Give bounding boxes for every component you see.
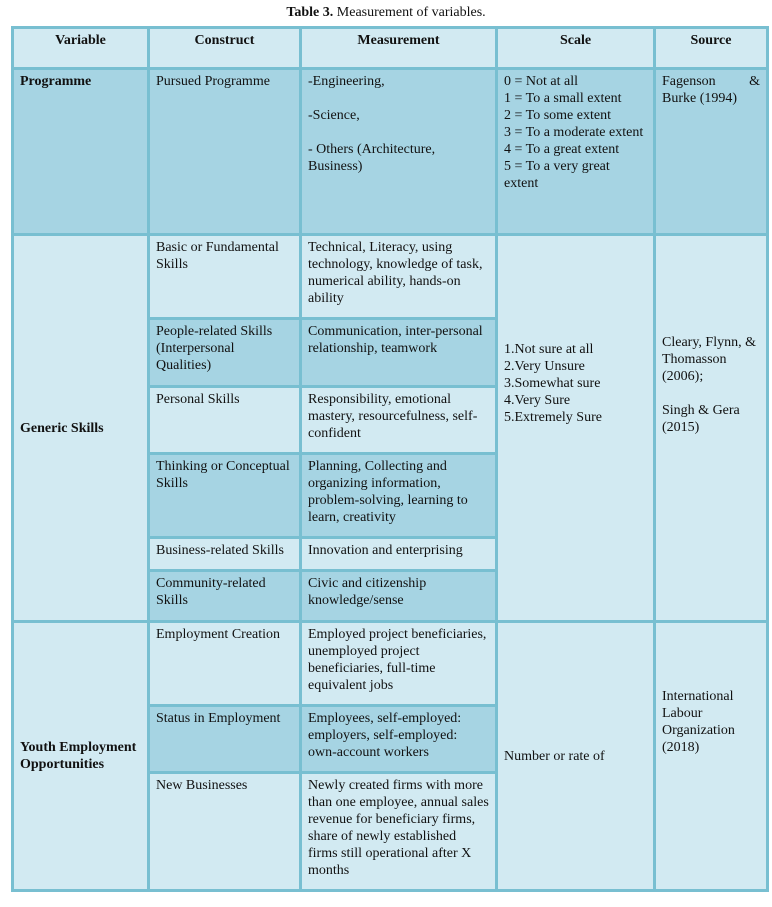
construct-cell: Basic or Fundamental Skills <box>149 235 301 319</box>
scale-cell: Number or rate of <box>497 622 655 891</box>
caption-label: Table 3. <box>286 5 334 20</box>
measurement-cell: Planning, Collecting and organizing information, problem-solving, learning to learn, creativity <box>301 454 497 538</box>
scale-item: 4 = To a great extent <box>504 142 620 157</box>
measurement-cell: Innovation and enterprising <box>301 538 497 571</box>
variable-cell: Generic Skills <box>13 235 149 622</box>
measurement-cell: Technical, Literacy, using technology, knowledge of task, numerical ability, hands-on ability <box>301 235 497 319</box>
header-construct: Construct <box>149 28 301 69</box>
source-cell: International Labour Organization (2018) <box>655 622 768 891</box>
scale-item: 2 = To some extent <box>504 108 611 123</box>
caption-text: Measurement of variables. <box>333 5 486 20</box>
construct-cell: Community-related Skills <box>149 571 301 622</box>
header-row <box>13 28 768 69</box>
scale-item: 4.Very Sure <box>504 393 571 408</box>
scale-item: 5.Extremely Sure <box>504 410 602 425</box>
scale-item: 1.Not sure at all <box>504 342 594 357</box>
variable-cell: Programme <box>13 69 149 235</box>
header-source: Source <box>655 28 768 69</box>
source-text: & <box>749 74 760 89</box>
construct-cell: Employment Creation <box>149 622 301 706</box>
scale-item: 5 = To a very great extent <box>504 159 610 191</box>
scale-item: 0 = Not at all <box>504 74 578 89</box>
scale-cell <box>497 69 655 235</box>
table-row <box>13 235 768 319</box>
source-cell <box>655 69 768 235</box>
measurement-item: -Science, <box>308 108 360 123</box>
source-text: Singh & Gera (2015) <box>662 403 740 435</box>
construct-cell: New Businesses <box>149 773 301 891</box>
construct-cell: Personal Skills <box>149 387 301 454</box>
measurement-cell: Newly created firms with more than one employee, annual sales revenue for beneficiary firms, share of newly established firms still operational after X months <box>301 773 497 891</box>
source-text: Fagenson <box>662 74 716 89</box>
scale-item: 1 = To a small extent <box>504 91 622 106</box>
construct-cell: People-related Skills (Interpersonal Qualities) <box>149 319 301 387</box>
measurement-table <box>11 26 769 892</box>
source-text: Cleary, Flynn, & Thomasson (2006); <box>662 335 756 384</box>
table-row <box>13 622 768 706</box>
table-row <box>13 69 768 235</box>
header-measurement: Measurement <box>301 28 497 69</box>
construct-cell: Pursued Programme <box>149 69 301 235</box>
scale-item: 2.Very Unsure <box>504 359 585 374</box>
measurement-item: -Engineering, <box>308 74 385 89</box>
variable-cell: Youth Employment Opportunities <box>13 622 149 891</box>
scale-item: 3.Somewhat sure <box>504 376 601 391</box>
measurement-cell: Employed project beneficiaries, unemployed project beneficiaries, full-time equivalent jobs <box>301 622 497 706</box>
measurement-cell: Civic and citizenship knowledge/sense <box>301 571 497 622</box>
table-caption <box>0 4 772 21</box>
measurement-item: - Others (Architecture, Business) <box>308 142 436 174</box>
header-scale: Scale <box>497 28 655 69</box>
scale-cell <box>497 235 655 622</box>
measurement-cell: Employees, self-employed: employers, self-employed: own-account workers <box>301 706 497 773</box>
scale-item: 3 = To a moderate extent <box>504 125 644 140</box>
source-cell <box>655 235 768 622</box>
measurement-cell <box>301 69 497 235</box>
header-variable: Variable <box>13 28 149 69</box>
construct-cell: Status in Employment <box>149 706 301 773</box>
construct-cell: Business-related Skills <box>149 538 301 571</box>
measurement-cell: Communication, inter-personal relationship, teamwork <box>301 319 497 387</box>
construct-cell: Thinking or Conceptual Skills <box>149 454 301 538</box>
measurement-cell: Responsibility, emotional mastery, resourcefulness, self-confident <box>301 387 497 454</box>
source-text: Burke (1994) <box>662 91 738 106</box>
